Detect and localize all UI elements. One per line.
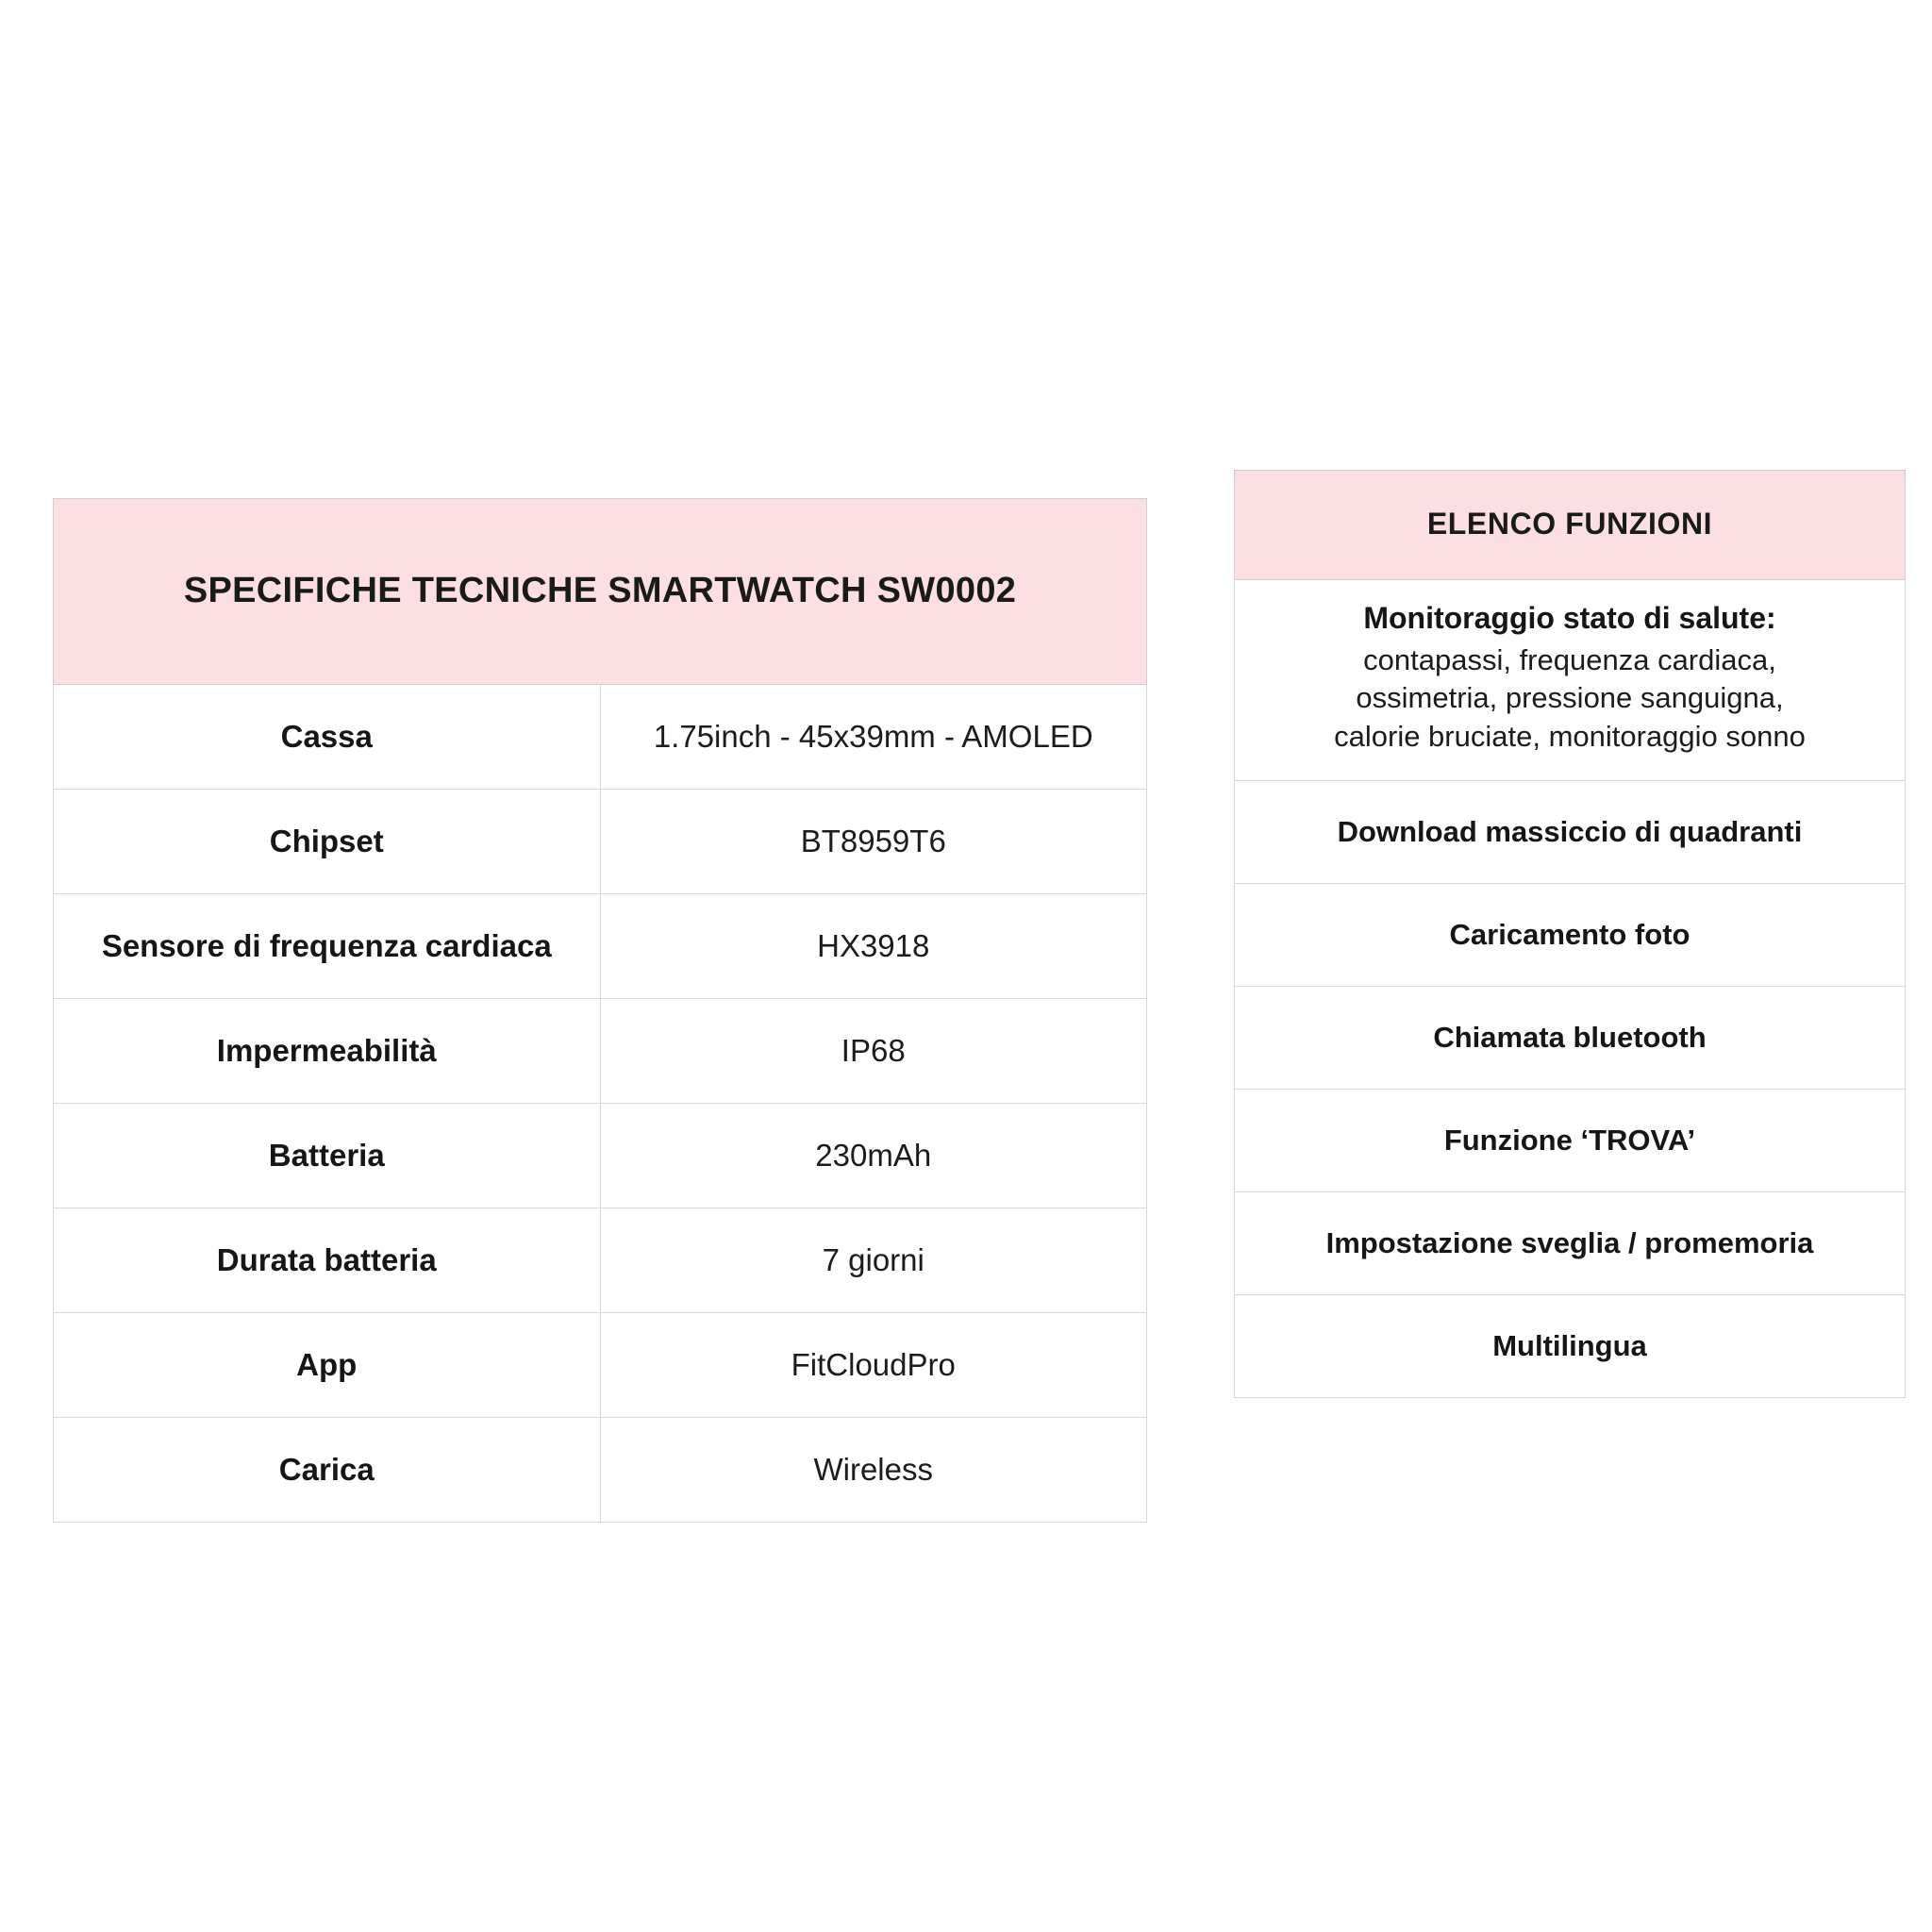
spec-label: Chipset (54, 790, 601, 894)
spec-label: Impermeabilità (54, 999, 601, 1104)
table-row (54, 685, 1147, 790)
spec-value: BT8959T6 (600, 790, 1147, 894)
table-row (54, 790, 1147, 894)
table-row (1235, 1294, 1906, 1397)
table-row (1235, 1191, 1906, 1294)
spec-value: IP68 (600, 999, 1147, 1104)
spec-value: 230mAh (600, 1104, 1147, 1208)
health-monitoring-line-1: contapassi, frequenza cardiaca, (1363, 643, 1776, 676)
spec-label: Durata batteria (54, 1208, 601, 1313)
table-header-row (1235, 471, 1906, 580)
spec-value: Wireless (600, 1418, 1147, 1523)
table-row (1235, 986, 1906, 1089)
spec-value: 1.75inch - 45x39mm - AMOLED (600, 685, 1147, 790)
table-row (54, 1418, 1147, 1523)
spec-label: Batteria (54, 1104, 601, 1208)
table-row (54, 1313, 1147, 1418)
health-monitoring-line-2: ossimetria, pressione sanguigna, (1356, 681, 1784, 715)
table-row (1235, 580, 1906, 781)
function-item: Download massiccio di quadranti (1235, 780, 1906, 883)
spec-label: Cassa (54, 685, 601, 790)
technical-specs-table (53, 498, 1147, 1523)
table-row (54, 999, 1147, 1104)
functions-list-table (1234, 470, 1906, 1398)
functions-table-title: ELENCO FUNZIONI (1235, 471, 1906, 580)
spec-label: Carica (54, 1418, 601, 1523)
spec-label: App (54, 1313, 601, 1418)
table-row (54, 894, 1147, 999)
health-monitoring-cell (1235, 580, 1906, 781)
specs-table-title: SPECIFICHE TECNICHE SMARTWATCH SW0002 (54, 499, 1147, 685)
function-item: Funzione ‘TROVA’ (1235, 1089, 1906, 1191)
health-monitoring-title: Monitoraggio stato di salute: (1363, 601, 1776, 635)
function-item: Chiamata bluetooth (1235, 986, 1906, 1089)
table-row (1235, 883, 1906, 986)
function-item: Caricamento foto (1235, 883, 1906, 986)
spec-label: Sensore di frequenza cardiaca (54, 894, 601, 999)
spec-value: FitCloudPro (600, 1313, 1147, 1418)
spec-value: 7 giorni (600, 1208, 1147, 1313)
table-row (54, 1208, 1147, 1313)
function-item: Impostazione sveglia / promemoria (1235, 1191, 1906, 1294)
table-row (54, 1104, 1147, 1208)
spec-value: HX3918 (600, 894, 1147, 999)
table-header-row (54, 499, 1147, 685)
table-row (1235, 1089, 1906, 1191)
function-item: Multilingua (1235, 1294, 1906, 1397)
table-row (1235, 780, 1906, 883)
health-monitoring-line-3: calorie bruciate, monitoraggio sonno (1334, 719, 1806, 753)
